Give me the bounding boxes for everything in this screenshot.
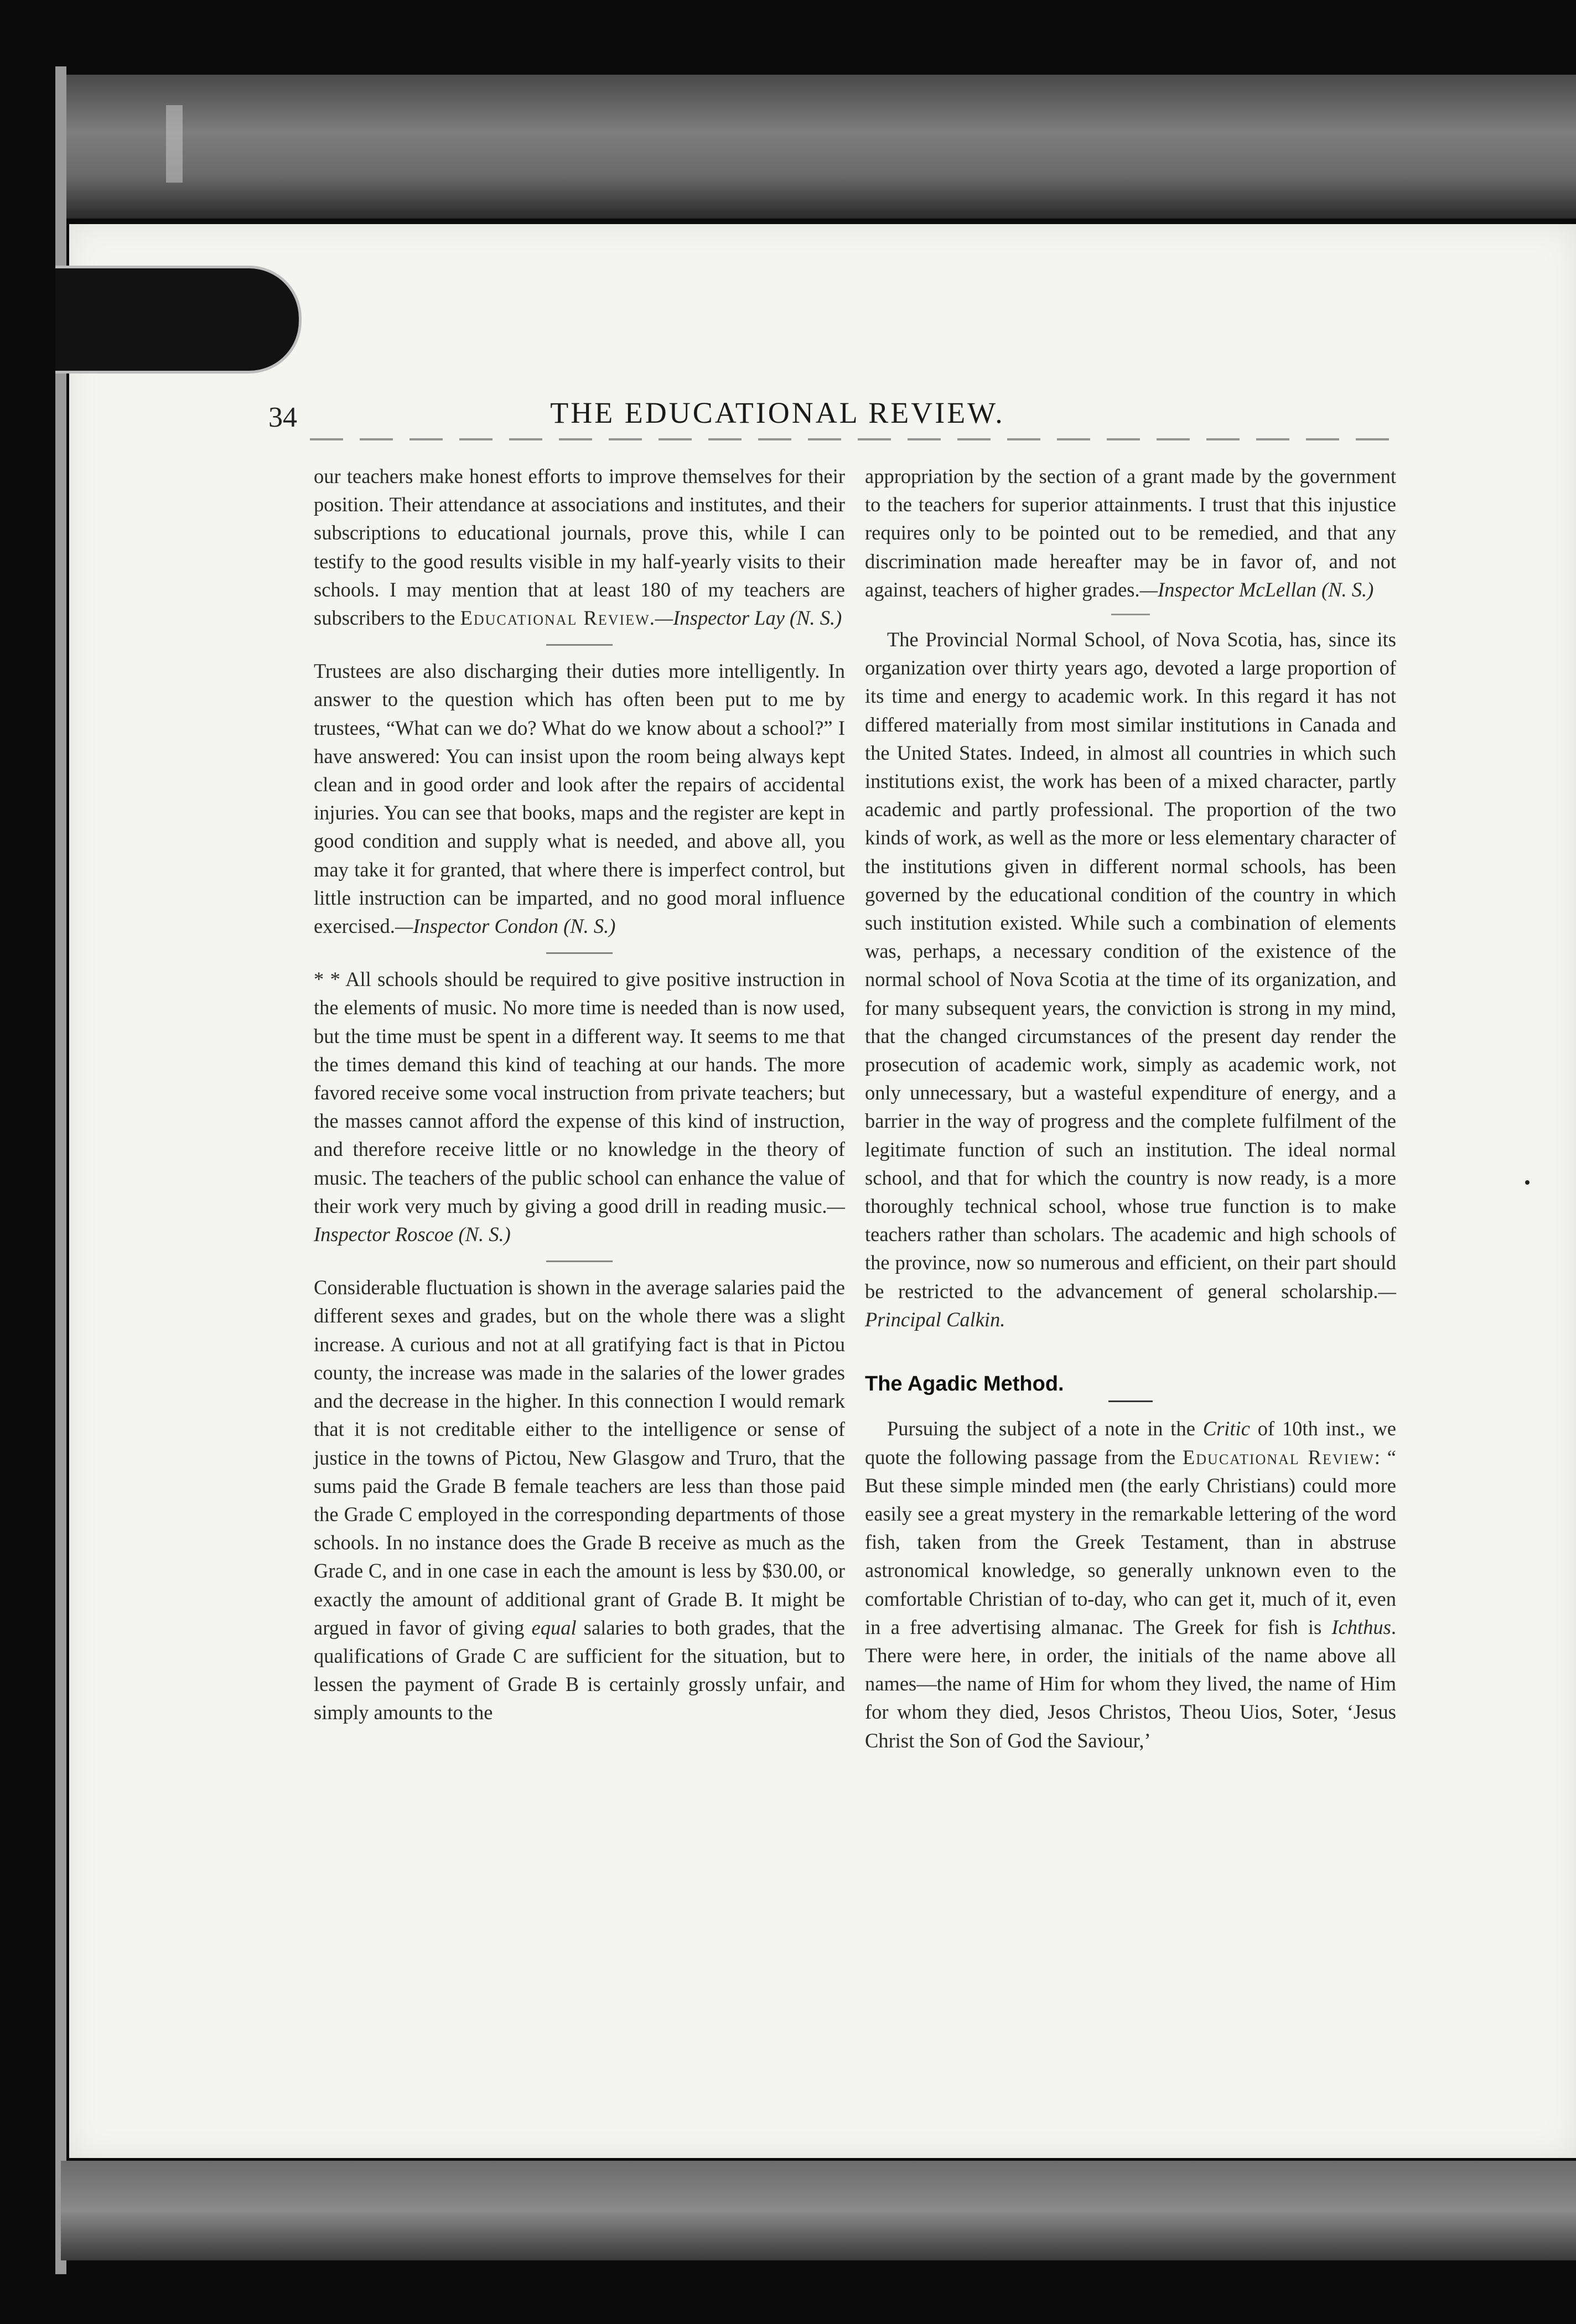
paragraph-text: of 10th inst., we quote the following passage from the [865,1417,1396,1469]
binder-clip [55,266,302,374]
heading-rule [1108,1400,1153,1402]
paragraph-text: Considerable fluctuation is shown in the average salaries paid the different sexes and grades, but on the whole there was a slight increase. A curious and not at all gratifying fact is that in Pictou county, the increase was made in the salaries of the lower grades and the decrease in the higher. In this connection I would remark that it is not creditable either to the intelligence or sense of justice in the towns of Pictou, New Glasgow and Truro, that the sums paid the Grade B female teachers are less than those paid the Grade C employed in the corresponding departments of those schools. In no instance does the Grade B receive as much as the Grade C, and in one case in each the amount is less by $30.00, or exactly the amount of additional grant of Grade B. It might be argued in favor of giving [314,1276,845,1639]
binding-mark [166,105,183,183]
attribution: —Inspector Condon (N. S.) [395,915,616,938]
page-header [268,390,1287,433]
attribution: —Inspector Roscoe (N. S.) [314,1194,845,1246]
paragraph-text: our teachers make honest efforts to improve themselves for their position. Their attendance at associations and institutes, and their subscriptions to educational journals, prove this, while I can testify to the good results visible in my half-yearly visits to their schools. I may mention that at least 180 of my teachers are subscribers to the [314,465,845,630]
paragraph-inspector-lay [314,462,845,632]
separator-rule [546,1260,613,1262]
separator-rule [546,644,613,646]
header-rule [310,438,1400,440]
separator-rule [546,952,613,954]
attribution: .—Inspector Lay (N. S.) [650,606,842,630]
paragraph-normal-school [865,625,1396,1334]
paragraph-text: Pursuing the subject of a note in the [887,1417,1203,1440]
paragraph-text: Trustees are also discharging their duties more intelligently. In answer to the question which has often been put to me by trustees, “What can we do? What do we know about a school?” I have answered: You can insist upon the room being always kept clean and in good order and look after the repairs of accidental injuries. You can see that books, maps and the register are kept in good condition and supply what is needed, and above all, you may take it for granted, that where there is imperfect control, but little instruction can be imparted, and no good moral influence exercised. [314,660,845,938]
paragraph-text: salaries to both grades, that the qualifications of Grade C are sufficient for the situation, but to lessen the payment of Grade B is certainly grossly unfair, and simply amounts to the [314,1616,846,1724]
italic-word: equal [531,1616,577,1639]
section-heading: The Agadic Method. [865,1372,1064,1396]
paragraph-inspector-mclellan [865,462,1396,604]
right-column [865,462,1396,1755]
journal-name: Educational Review [1182,1445,1375,1469]
paragraph-salaries [314,1273,845,1726]
paragraph-text: . There were here, in order, the initials of the name above all names—the name of Him for whom they lived, the name of Him for whom they died, Jesos Christos, Theou Uios, Soter, ‘Jesus Christ the Son of God the Saviour,’ [865,1615,1396,1752]
paragraph-inspector-condon [314,657,845,940]
journal-name: Educational Review [460,606,650,630]
page-number: 34 [268,402,297,433]
paragraph-inspector-roscoe [314,965,845,1248]
paragraph-text: : “ But these simple minded men (the early Christians) could more easily see a great mystery in the remarkable lettering of the word fish, taken from the Greek Testament, than in abstruse astronomical knowledge, so generally unknown even to the comfortable Christian of to-day, who can get it, much of it, even in a free advertising almanac. The Greek for fish is [865,1445,1397,1638]
paragraph-text: appropriation by the section of a grant made by the government to the teachers for superior attainments. I trust that this injustice requires only to be pointed out to be remedied, and that any discrimination made hereafter may be in favor of, and not against, teachers of higher grades. [865,465,1396,601]
separator-rule [1111,614,1150,615]
paragraph-text: The Provincial Normal School, of Nova Scotia, has, since its organization over thirty years ago, devoted a large proportion of its time and energy to academic work. In this regard it has not differed materially from most similar institutions in Canada and the United States. Indeed, in almost all countries in which such institutions exist, the work has been of a mixed character, partly academic and partly professional. The proportion of the two kinds of work, as well as the more or less elementary character of the institutions given in different normal schools, has been governed by the educational condition of the country in which such institution existed. While such a combination of elements was, perhaps, a necessary condition of the existence of the normal school of Nova Scotia at the time of its organization, and for many subsequent years, the conviction is strong in my mind, that the changed circumstances of the present day render the prosecution of academic work, simply as academic work, not only unnecessary, but a wasteful expenditure of energy, and a barrier in the way of progress and the complete fulfilment of the legitimate function of such an institution. The ideal normal school, and that for which the country is now ready, is a more thoroughly technical school, whose true function is to make teachers rather than scholars. The academic and high schools of the province, now so numerous and efficient, on their part should be restricted to the advancement of general scholarship. [865,628,1396,1303]
paragraph-text: * * All schools should be required to give positive instruction in the elements of music. No more time is needed than is now used, but the time must be spent in a different way. It seems to me that the times demand this kind of teaching at our hands. The more favored receive some vocal instruction from private teachers; but the masses cannot afford the expense of this kind of instruction, and therefore receive little or no knowledge in the theory of music. The teachers of the public school can enhance the value of their work very much by giving a good drill in reading music. [314,968,845,1217]
left-column [314,462,845,1727]
publication-name: Critic [1202,1417,1250,1440]
attribution: —Principal Calkin. [865,1279,1396,1331]
page-edge [55,66,66,2274]
attribution: —Inspector McLellan (N. S.) [1139,578,1374,601]
scanner-shadow-bottom [61,2161,1576,2260]
scanner-shadow-top [61,75,1576,219]
greek-word: Ichthus [1331,1615,1391,1638]
margin-mark [1525,1180,1530,1185]
paragraph-agadic-method [865,1414,1396,1754]
journal-title: THE EDUCATIONAL REVIEW. [550,396,1005,429]
